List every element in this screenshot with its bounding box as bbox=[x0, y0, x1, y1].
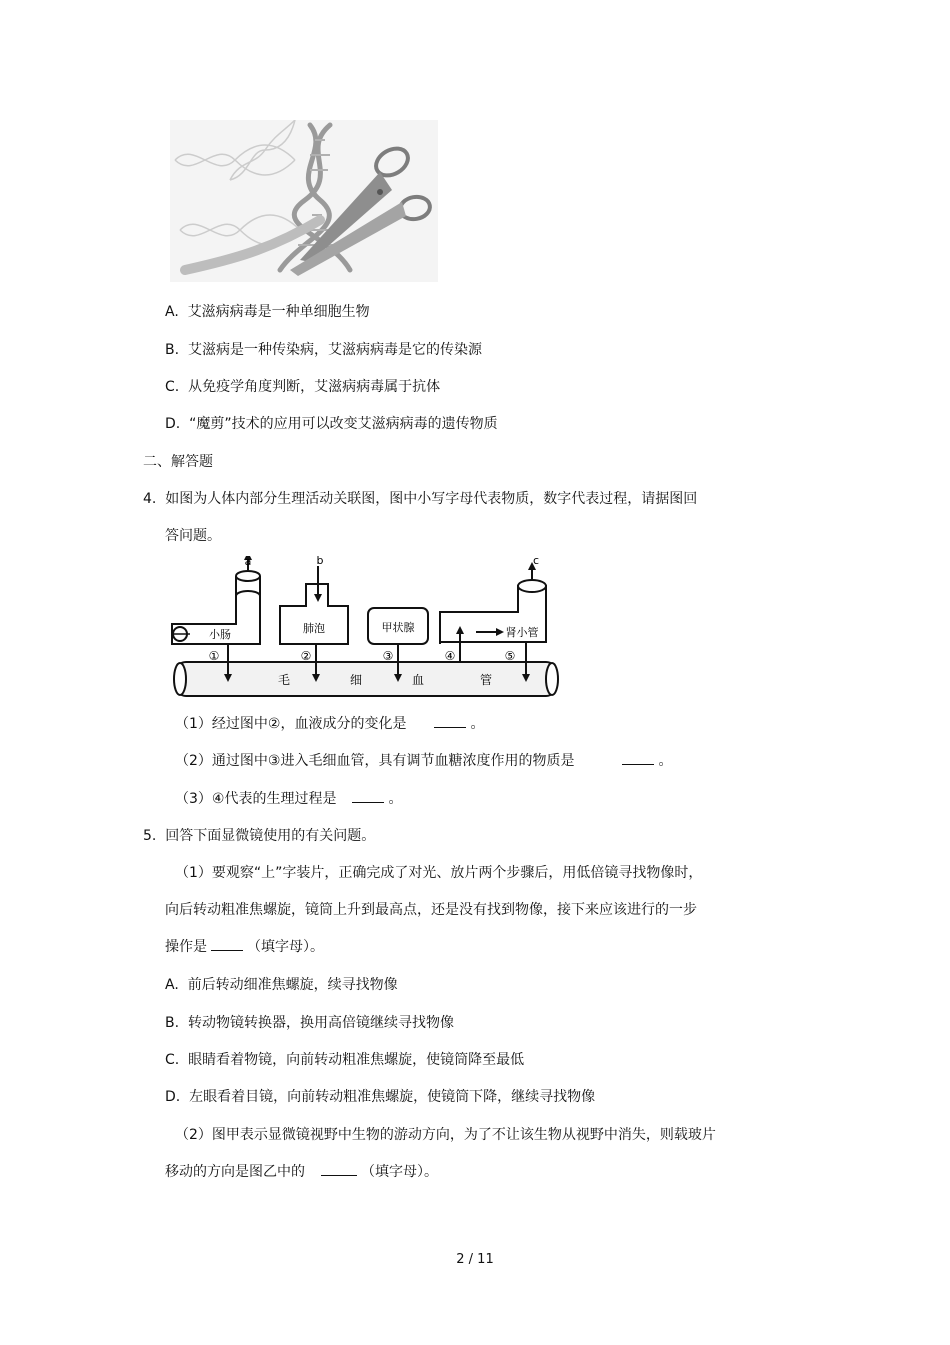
physiology-diagram bbox=[168, 556, 564, 700]
sub-text: （2）通过图中③进入毛细血管，具有调节血糖浓度作用的物质是 bbox=[175, 753, 575, 769]
process-3: ③ bbox=[382, 649, 394, 663]
option-text: 艾滋病是一种传染病，艾滋病病毒是它的传染源 bbox=[187, 342, 482, 358]
option-letter: A. bbox=[165, 977, 179, 993]
organ-thyroid: 甲状腺 bbox=[381, 621, 415, 634]
section-heading: 二、解答题 bbox=[143, 454, 213, 470]
label-c: c bbox=[532, 556, 540, 567]
label-b: b bbox=[316, 556, 324, 567]
answer-blank[interactable] bbox=[211, 936, 243, 951]
option-text: 艾滋病病毒是一种单细胞生物 bbox=[187, 304, 370, 320]
label-a: a bbox=[244, 556, 252, 568]
process-5: ⑤ bbox=[504, 649, 516, 663]
option-text: 前后转动细准焦螺旋，续寻找物像 bbox=[187, 977, 398, 993]
option-letter: C. bbox=[165, 1052, 180, 1068]
vessel-char-4: 管 bbox=[479, 673, 493, 687]
option-text: 左眼看着目镜，向前转动粗准焦螺旋，使镜筒下降，继续寻找物像 bbox=[189, 1089, 596, 1105]
organ-renal-tubule: 肾小管 bbox=[505, 626, 539, 639]
option-letter: D. bbox=[165, 1089, 181, 1105]
vessel-char-2: 细 bbox=[349, 673, 363, 687]
vessel-char-3: 血 bbox=[411, 673, 425, 687]
answer-blank[interactable] bbox=[321, 1161, 357, 1176]
answer-blank[interactable] bbox=[622, 750, 654, 765]
option-c bbox=[165, 376, 440, 396]
option-a bbox=[165, 301, 370, 321]
question-number: 5. bbox=[143, 828, 157, 844]
question-number: 4. bbox=[143, 491, 157, 507]
q5-option-a bbox=[165, 974, 398, 994]
sub-text: 操作是 bbox=[165, 939, 207, 955]
sub-text-end: （填字母）。 bbox=[361, 1164, 438, 1180]
sub-text-end: 。 bbox=[658, 753, 673, 769]
sub-text-end: 。 bbox=[388, 791, 403, 807]
organ-alveoli: 肺泡 bbox=[303, 622, 325, 635]
vessel-char-1: 毛 bbox=[277, 673, 291, 687]
q5-sub2-line1: （2）图甲表示显微镜视野中生物的游动方向，为了不让该生物从视野中消失，则载玻片 bbox=[175, 1127, 716, 1143]
question-text: 如图为人体内部分生理活动关联图，图中小写字母代表物质，数字代表过程，请据图回 bbox=[165, 491, 698, 507]
q5-sub2-line2 bbox=[165, 1161, 438, 1181]
sub-text-end: 。 bbox=[470, 716, 485, 732]
sub-text: 移动的方向是图乙中的 bbox=[165, 1164, 305, 1180]
option-letter: C. bbox=[165, 379, 180, 395]
page-number: 2 / 11 bbox=[456, 1252, 494, 1267]
q4-sub1 bbox=[175, 713, 484, 733]
sub-text: （1）经过图中②，血液成分的变化是 bbox=[175, 716, 407, 732]
option-text: 转动物镜转换器，换用高倍镜继续寻找物像 bbox=[187, 1015, 454, 1031]
option-letter: D. bbox=[165, 416, 181, 432]
answer-blank[interactable] bbox=[352, 788, 384, 803]
option-text: 从免疫学角度判断，艾滋病病毒属于抗体 bbox=[188, 379, 441, 395]
answer-blank[interactable] bbox=[434, 713, 466, 728]
question-text: 回答下面显微镜使用的有关问题。 bbox=[165, 828, 376, 844]
sub-text-end: （填字母）。 bbox=[247, 939, 324, 955]
sub-text: （3）④代表的生理过程是 bbox=[175, 791, 337, 807]
option-letter: B. bbox=[165, 1015, 180, 1031]
option-letter: A. bbox=[165, 304, 179, 320]
option-text: “魔剪”技术的应用可以改变艾滋病病毒的遗传物质 bbox=[189, 416, 498, 432]
option-d bbox=[165, 413, 498, 433]
q5-option-d bbox=[165, 1086, 595, 1106]
organ-small-intestine: 小肠 bbox=[209, 628, 231, 641]
question-4-stem-cont: 答问题。 bbox=[165, 528, 221, 544]
option-text: 眼睛看着物镜，向前转动粗准焦螺旋，使镜筒降至最低 bbox=[188, 1052, 525, 1068]
process-2: ② bbox=[300, 649, 312, 663]
q5-option-c bbox=[165, 1049, 524, 1069]
process-4: ④ bbox=[444, 649, 456, 663]
q5-sub1-line1: （1）要观察“上”字装片，正确完成了对光、放片两个步骤后，用低倍镜寻找物像时， bbox=[175, 865, 703, 881]
question-4-stem bbox=[143, 488, 697, 508]
q5-sub1-line3 bbox=[165, 936, 324, 956]
question-5-stem bbox=[143, 825, 375, 845]
option-letter: B. bbox=[165, 342, 180, 358]
dna-scissors-illustration bbox=[170, 120, 438, 282]
process-1: ① bbox=[208, 649, 220, 663]
q4-sub3 bbox=[175, 788, 402, 808]
q4-sub2 bbox=[175, 750, 672, 770]
q5-sub1-line2: 向后转动粗准焦螺旋，镜筒上升到最高点，还是没有找到物像，接下来应该进行的一步 bbox=[165, 902, 697, 918]
option-b bbox=[165, 339, 482, 359]
q5-option-b bbox=[165, 1012, 454, 1032]
